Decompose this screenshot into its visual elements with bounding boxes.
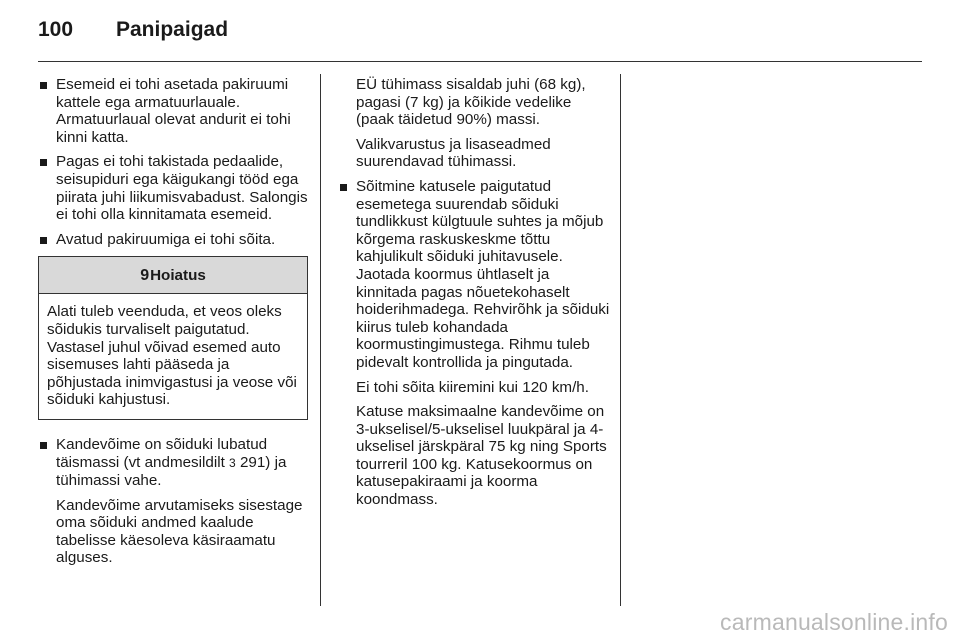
bullet-square-icon bbox=[40, 159, 47, 166]
warning-triangle-icon: 9 bbox=[140, 266, 150, 284]
list-item bbox=[38, 76, 308, 146]
warning-text: Alati tuleb veenduda, et veos oleks sõidukis turvaliselt paigutatud. Vastasel juhul võivad esemed auto sisemuses lahti pääseda ja põhjustada inimvigastusi ja veose või sõiduki kahjustusi. bbox=[47, 303, 297, 409]
list-item-subparagraph: Ei tohi sõita kiiremini kui 120 km/h. bbox=[356, 378, 589, 396]
towing-text-before: Kandevõime on sõiduki lubatud täismassi (vt andmesildilt bbox=[56, 435, 268, 471]
header-rule bbox=[38, 61, 922, 62]
list-item bbox=[38, 436, 308, 567]
list-item-text: Avatud pakiruumiga ei tohi sõita. bbox=[56, 230, 276, 248]
list-item-subparagraph: Katuse maksimaalne kandevõime on 3-ukselisel/5-ukselisel luukpäral ja 4-ukselisel järskpäral 75 kg ning Sports tourreril 100 kg. Katusekoormus on katusepakiraami ja koorma koondmass. bbox=[356, 403, 607, 509]
bullet-square-icon bbox=[40, 442, 47, 449]
page-number: 100 bbox=[38, 18, 74, 41]
list-item bbox=[38, 231, 308, 249]
list-item-text: Sõitmine katusele paigutatud esemetega suurendab sõiduki tundlikkust külgtuule suhtes ja mõjub kõrgema raskuskeskme tõttu kahjulikult sõiduki juhitavusele. Jaotada koormus ühtlaselt ja kinnitada pagas nõuetekohaselt hoiderihmadega. Rehvirõhk ja sõiduki kiirus tuleb kohandada koormustingimustega. Rihmu tuleb pidevalt kontrollida ja pingutada. bbox=[356, 177, 610, 371]
watermark: carmanualsonline.info bbox=[720, 609, 948, 635]
paragraph: Valikvarustus ja lisaseadmed suurendavad tühimassi. bbox=[356, 135, 551, 171]
paragraph: EÜ tühimass sisaldab juhi (68 kg), pagasi (7 kg) ja kõikide vedelike (paak täidetud 90%) massi. bbox=[356, 76, 586, 129]
warning-box bbox=[38, 256, 308, 420]
warning-title: Hoiatus bbox=[150, 266, 206, 284]
bullet-square-icon bbox=[340, 184, 347, 191]
list-item-subparagraph: Kandevõime arvutamiseks sisestage oma sõiduki andmed kaalude tabelisse käesoleva käsiraamatu alguses. bbox=[56, 496, 303, 567]
list-item bbox=[338, 178, 610, 509]
warning-header bbox=[39, 257, 307, 294]
page-reference-icon[interactable]: 3 bbox=[229, 455, 236, 470]
left-column bbox=[38, 76, 308, 574]
page-header bbox=[38, 18, 228, 48]
towing-text-after: 291) ja tühimassi vahe. bbox=[56, 453, 287, 490]
list-item-text: Esemeid ei tohi asetada pakiruumi kattele ega armatuurlauale. Armatuurlaual olevat andurit ei tohi kinni katta. bbox=[56, 76, 291, 146]
list-item-text bbox=[56, 436, 308, 490]
middle-column bbox=[338, 76, 610, 516]
page-title: Panipaigad bbox=[116, 18, 229, 41]
column-divider bbox=[620, 74, 621, 606]
list-item-text: Pagas ei tohi takistada pedaalide, seisupiduri ega käigukangi tööd ega piirata juhi liikumisvabadust. Salongis ei tohi olla kinnitamata esemeid. bbox=[56, 153, 308, 224]
bullet-square-icon bbox=[40, 82, 47, 89]
list-item bbox=[38, 153, 308, 223]
column-divider bbox=[320, 74, 321, 606]
bullet-square-icon bbox=[40, 237, 47, 244]
